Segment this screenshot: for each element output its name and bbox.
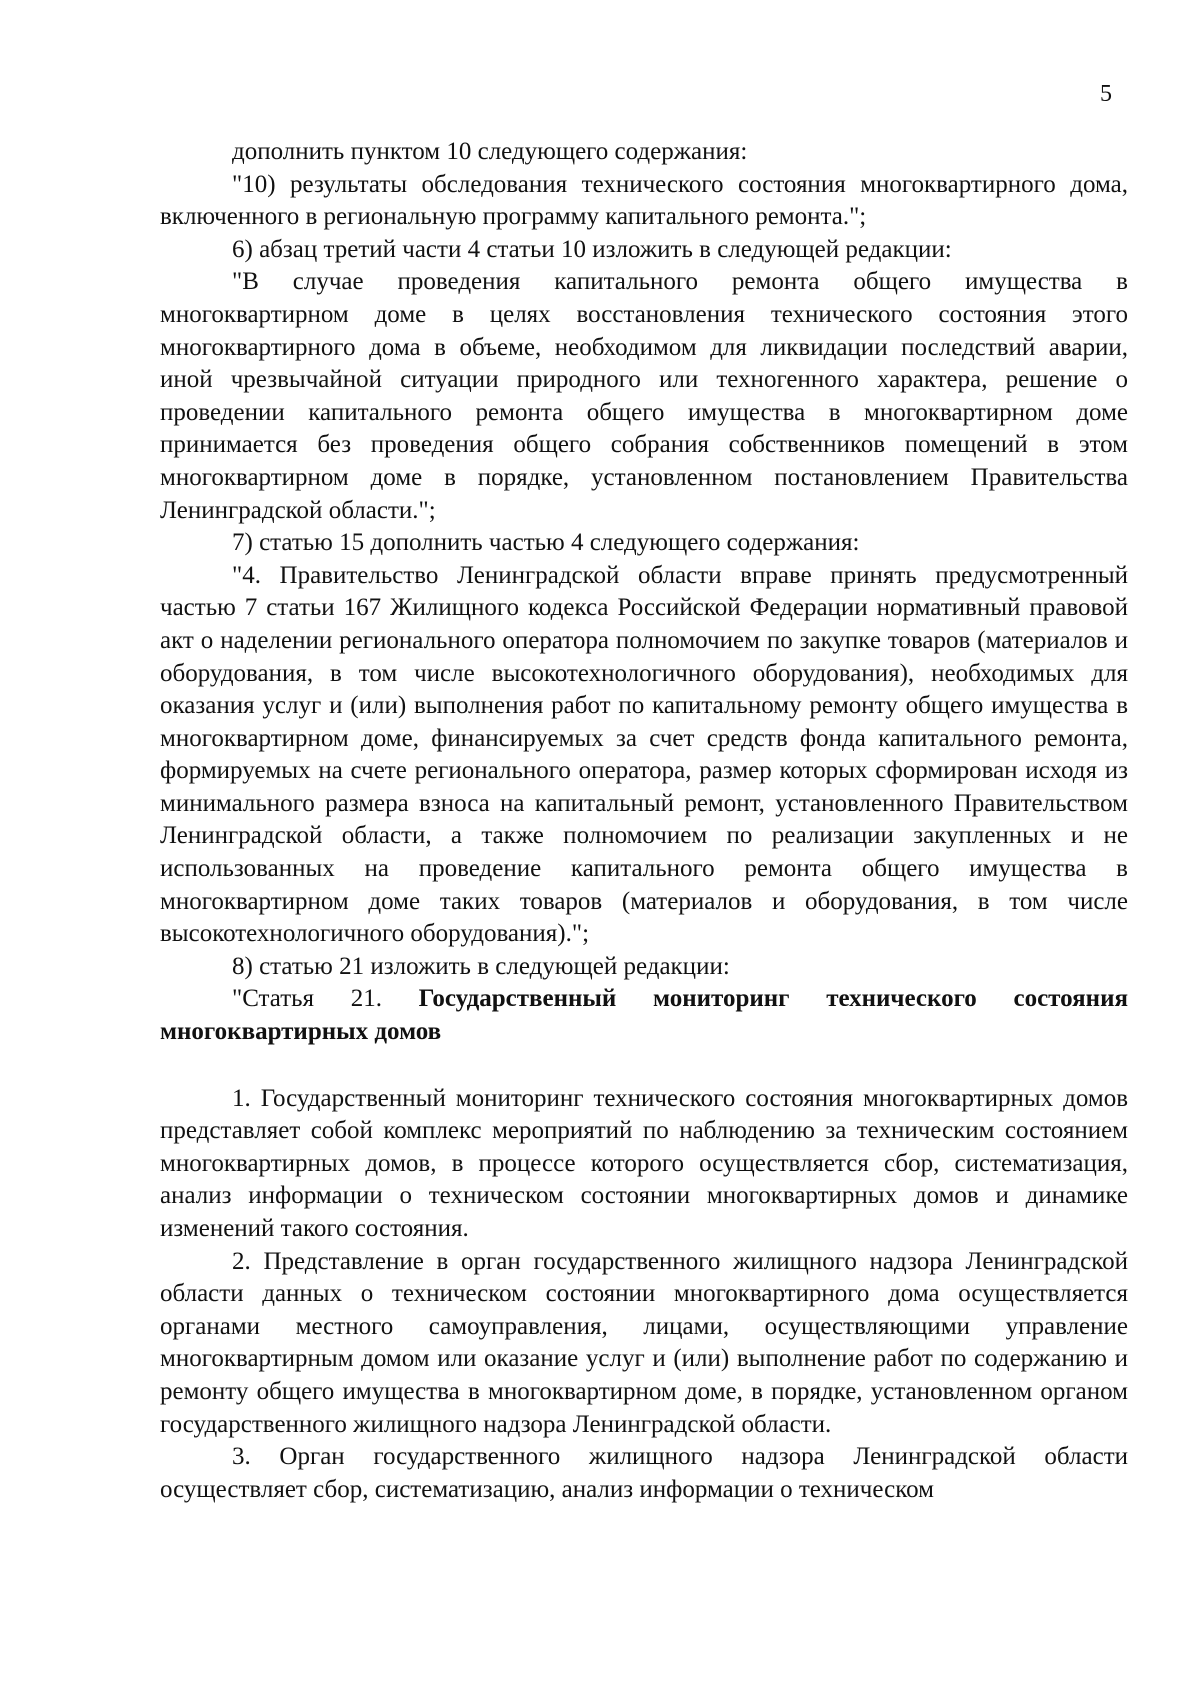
article-heading-prefix: "Статья 21. [232, 985, 419, 1013]
paragraph-intro: дополнить пунктом 10 следующего содержания: [232, 138, 748, 165]
paragraph-amendment-8: 8) статью 21 изложить в следующей редакции: [232, 952, 730, 980]
paragraph-amendment-6: 6) абзац третий части 4 статьи 10 изложить в следующей редакции: [232, 235, 952, 263]
paragraph-quoted-part-4: "4. Правительство Ленинградской области вправе принять предусмотренный частью 7 статьи 167 Жилищного кодекса Российской Федерации нормативный правовой акт о наделении регионального оператора полномочием по закупке товаров (материалов и оборудования, в том числе высокотехнологичного оборудования), необходимых для оказания услуг и (или) выполнения работ по капитальному ремонту общего имущества в многоквартирном доме, финансируемых за счет средств фонда капитального ремонта, формируемых на счете регионального оператора, размер которых сформирован исходя из минимального размера взноса на капитальный ремонт, установленного Правительством Ленинградской области, а также полномочием по реализации закупленных и не использованных на проведение капитального ремонта общего имущества в многоквартирном доме таких товаров (материалов и оборудования, в том числе высокотехнологичного оборудования)."; [160, 561, 1128, 948]
article-paragraph-1: 1. Государственный мониторинг технического состояния многоквартирных домов представляет собой комплекс мероприятий по наблюдению за техническим состоянием многоквартирных домов, в процессе которого осуществляется сбор, систематизация, анализ информации о техническом состоянии многоквартирных домов и динамике изменений такого состояния. [160, 1084, 1128, 1242]
paragraph-item-10: "10) результаты обследования технического состояния многоквартирного дома, включенного в региональную программу капитального ремонта."; [160, 170, 1128, 231]
article-heading [160, 983, 1128, 1048]
article-paragraph-2: 2. Представление в орган государственного жилищного надзора Ленинградской области данных о техническом состоянии многоквартирного дома осуществляется органами местного самоуправления, лицами, осуществляющими управление многоквартирным домом или оказание услуг и (или) выполнение работ по содержанию и ремонту общего имущества в многоквартирном доме, в порядке, установленном органом государственного жилищного надзора Ленинградской области. [160, 1247, 1128, 1438]
article-heading-title: Государственный мониторинг технического состояния многоквартирных домов [160, 985, 1128, 1046]
paragraph-quoted-repair: "В случае проведения капитального ремонта общего имущества в многоквартирном доме в целях восстановления технического состояния этого многоквартирного дома в объеме, необходимом для ликвидации последствий аварии, иной чрезвычайной ситуации природного или техногенного характера, решение о проведении капитального ремонта общего имущества в многоквартирном доме принимается без проведения общего собрания собственников помещений в этом многоквартирном доме в порядке, установленном постановлением Правительства Ленинградской области."; [160, 268, 1128, 524]
page-number: 5 [1100, 81, 1112, 107]
paragraph-amendment-7: 7) статью 15 дополнить частью 4 следующего содержания: [232, 529, 860, 557]
spacer [160, 1049, 1128, 1083]
article-paragraph-3: 3. Орган государственного жилищного надзора Ленинградской области осуществляет сбор, систематизацию, анализ информации о техническом [160, 1443, 1128, 1503]
document-body [160, 136, 1128, 1506]
